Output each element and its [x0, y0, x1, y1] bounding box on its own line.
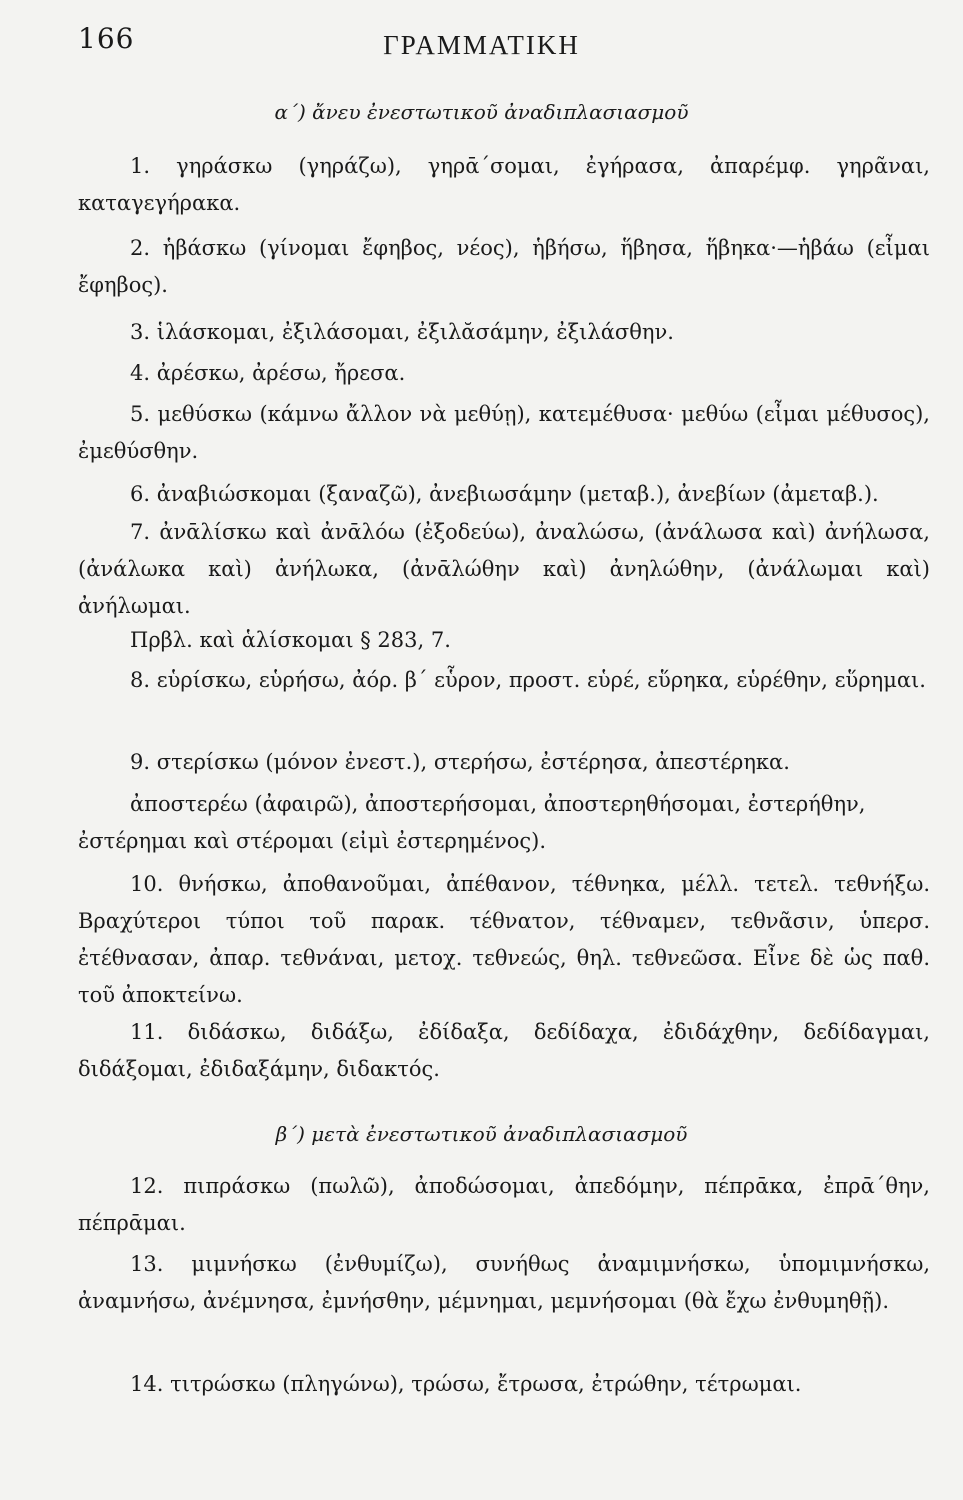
entry-number: 1. [130, 154, 151, 178]
entry-number: 10. [130, 872, 164, 896]
entry-number: 13. [130, 1252, 164, 1276]
entry-text: ἀρέσκω, ἀρέσω, ἤρεσα. [156, 361, 406, 385]
entry-3 [78, 314, 930, 351]
entry-text: μιμνήσκω (ἐνθυμίζω), συνήθως ἀναμιμνήσκω, ὑπομιμνήσκω, ἀναμνήσω, ἀνέμνησα, ἐμνήσθην, μέμνημαι, μεμνήσομαι (θὰ ἔχω ἐνθυμηθῇ). [78, 1252, 930, 1313]
entry-2 [78, 230, 930, 304]
entry-6 [78, 476, 930, 513]
entry-text: θνήσκω, ἀποθανοῦμαι, ἀπέθανον, τέθνηκα, μέλλ. τετελ. τεθνήξω. Βραχύτεροι τύποι τοῦ παρακ. τέθνατον, τέθναμεν, τεθνᾶσιν, ὑπερσ. ἐτέθνασαν, ἀπαρ. τεθνάναι, μετοχ. τεθνεώς, θηλ. τεθνεῶσα. Εἶνε δὲ ὡς παθ. τοῦ ἀποκτείνω. [78, 872, 930, 1007]
entry-number: 6. [130, 482, 151, 506]
entry-text: ἀνᾱλίσκω καὶ ἀνᾱλόω (ἐξοδεύω), ἀναλώσω, (ἀνάλωσα καὶ) ἀνήλωσα, (ἀνάλωκα καὶ) ἀνήλωκα, (ἀνᾱλώθην καὶ) ἀνηλώθην, (ἀνάλωμαι καὶ) ἀνήλωμαι. [78, 520, 930, 618]
entry-text: ἡβάσκω (γίνομαι ἔφηβος, νέος), ἡβήσω, ἥβησα, ἥβηκα·—ἡβάω (εἶμαι ἔφηβος). [78, 236, 930, 297]
page-number: 166 [78, 22, 135, 55]
entry-number: 7. [130, 520, 151, 544]
note-text: Πρβλ. καὶ ἁλίσκομαι § 283, 7. [130, 628, 451, 652]
entry-number: 11. [130, 1020, 164, 1044]
related-verb-note [78, 786, 930, 860]
entry-text: ἱλάσκομαι, ἐξιλάσομαι, ἐξιλᾰσάμην, ἐξιλάσθην. [156, 320, 674, 344]
entry-text: διδάσκω, διδάξω, ἐδίδαξα, δεδίδαχα, ἐδιδάχθην, δεδίδαγμαι, διδάξομαι, ἐδιδαξάμην, διδακτός. [78, 1020, 930, 1081]
section-heading-a: α΄) ἄνευ ἐνεστωτικοῦ ἀναδιπλασιασμοῦ [274, 100, 689, 124]
entry-1 [78, 148, 930, 222]
entry-7 [78, 514, 930, 625]
entry-text: πιπράσκω (πωλῶ), ἀποδώσομαι, ἀπεδόμην, πέπρᾱκα, ἐπρᾱ΄θην, πέπρᾱμαι. [78, 1174, 930, 1235]
entry-number: 2. [130, 236, 151, 260]
entry-11 [78, 1014, 930, 1088]
note-text: ἀποστερέω (ἀφαιρῶ), ἀποστερήσομαι, ἀποστερηθήσομαι, ἐστερήθην, ἐστέρημαι καὶ στέρομαι (εἰμὶ ἐστερημένος). [78, 792, 866, 853]
entry-text: στερίσκω (μόνον ἐνεστ.), στερήσω, ἐστέρησα, ἀπεστέρηκα. [156, 750, 790, 774]
entry-text: γηράσκω (γηράζω), γηρᾱ΄σομαι, ἐγήρασα, ἀπαρέμφ. γηρᾶναι, καταγεγήρακα. [78, 154, 930, 215]
entry-text: εὑρίσκω, εὑρήσω, ἀόρ. β΄ εὗρον, προστ. εὑρέ, εὕρηκα, εὑρέθην, εὕρημαι. [156, 668, 926, 692]
entry-number: 12. [130, 1174, 164, 1198]
entry-text: μεθύσκω (κάμνω ἄλλον νὰ μεθύῃ), κατεμέθυσα· μεθύω (εἶμαι μέθυσος), ἐμεθύσθην. [78, 402, 930, 463]
entry-text: τιτρώσκω (πληγώνω), τρώσω, ἔτρωσα, ἐτρώθην, τέτρωμαι. [170, 1372, 802, 1396]
entry-number: 3. [130, 320, 151, 344]
entry-number: 4. [130, 361, 151, 385]
entry-14 [78, 1366, 930, 1403]
entry-4 [78, 355, 930, 392]
cross-reference-note [78, 622, 930, 659]
entry-10 [78, 866, 930, 1014]
running-head: ΓΡΑΜΜΑΤΙΚΗ [383, 30, 580, 60]
entry-number: 9. [130, 750, 151, 774]
entry-number: 5. [130, 402, 151, 426]
entry-9 [78, 744, 930, 781]
entry-number: 8. [130, 668, 151, 692]
entry-number: 14. [130, 1372, 164, 1396]
entry-13 [78, 1246, 930, 1320]
section-heading-b: β΄) μετὰ ἐνεστωτικοῦ ἀναδιπλασιασμοῦ [275, 1122, 688, 1146]
entry-text: ἀναβιώσκομαι (ξαναζῶ), ἀνεβιωσάμην (μεταβ.), ἀνεβίων (ἀμεταβ.). [156, 482, 879, 506]
entry-8 [78, 662, 930, 699]
entry-12 [78, 1168, 930, 1242]
entry-5 [78, 396, 930, 470]
